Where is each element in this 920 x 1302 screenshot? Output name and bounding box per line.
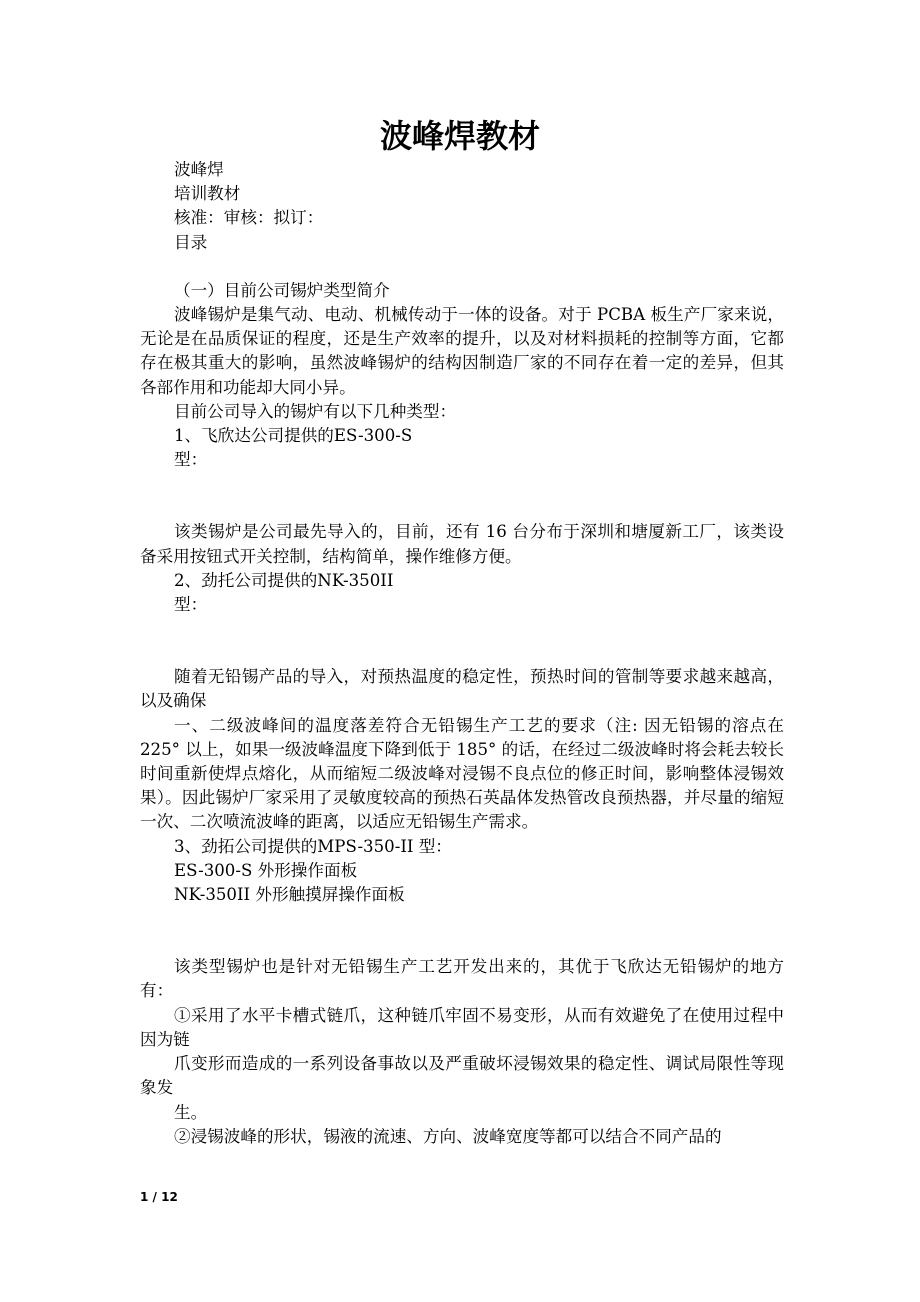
spacer (140, 255, 784, 279)
type2-suffix: 型： (174, 595, 208, 615)
types-intro-line: 目前公司导入的锡炉有以下几种类型： (174, 401, 457, 421)
page-number: 1 / 12 (140, 1190, 178, 1204)
list-item-1a: ①采用了水平卡槽式链爪，这种链爪牢固不易变形，从而有效避免了在使用过程中因为链 (140, 1005, 784, 1049)
panel-caption-es300: ES-300-S 外形操作面板 (174, 860, 358, 880)
spacer (140, 617, 784, 665)
panel-caption-nk350: NK-350II 外形触摸屏操作面板 (174, 885, 405, 905)
spacer (140, 907, 784, 955)
section-heading: （一）目前公司锡炉类型简介 (174, 280, 390, 300)
header-line-approval: 核准：审核：拟订： (174, 208, 324, 228)
paragraph-type2-b: 一、二级波峰间的温度落差符合无铅锡生产工艺的要求（注: 因无铅锡的溶点在 225° 以上，如果一级波峰温度下降到低于 185° 的话，在经过二级波峰时将会耗去较长时间重新使焊点熔化，从而缩短二级波峰对浸锡不良点位的修正时间，影响整体浸锡效果）。因此锡炉厂家采用了灵敏度较高的预热石英晶体发热管改良预热器，并尽量的缩短一次、二次喷流波峰的距离，以适应无铅锡生产需求。 (140, 715, 784, 832)
paragraph-type3: 该类型锡炉也是针对无铅锡生产工艺开发出来的，其优于飞欣达无铅锡炉的地方有： (140, 957, 784, 1001)
document-body (140, 158, 784, 1149)
type2-line: 2、劲托公司提供的NK-350II (174, 570, 394, 590)
paragraph-type2-a: 随着无铅锡产品的导入，对预热温度的稳定性，预热时间的管制等要求越来越高，以及确保 (140, 667, 784, 711)
list-item-1b: 爪变形而造成的一系列设备事故以及严重破坏浸锡效果的稳定性、调试局限性等现象发 (140, 1054, 784, 1098)
header-line-toc: 目录 (174, 232, 208, 252)
type1-line: 1、飞欣达公司提供的ES-300-S (174, 426, 413, 446)
header-line-topic: 波峰焊 (174, 160, 224, 179)
type3-line: 3、劲拓公司提供的MPS-350-II 型： (174, 836, 452, 856)
document-title: 波峰焊教材 (379, 117, 540, 155)
paragraph-type1: 该类锡炉是公司最先导入的，目前，还有 16 台分布于深圳和塘厦新工厂，该类设备采用按钮式开关控制，结构简单，操作维修方便。 (140, 522, 784, 566)
spacer (140, 472, 784, 520)
list-item-2: ②浸锡波峰的形状，锡液的流速、方向、波峰宽度等都可以结合不同产品的 (174, 1126, 722, 1146)
header-line-material: 培训教材 (174, 184, 241, 204)
paragraph-intro: 波峰锡炉是集气动、电动、机械传动于一体的设备。对于 PCBA 板生产厂家来说，无论是在品质保证的程度，还是生产效率的提升，以及对材料损耗的控制等方面，它都存在极其重大的影响，虽然波峰锡炉的结构因制造厂家的不同存在着一定的差异，但其各部作用和功能却大同小异。 (140, 305, 784, 397)
list-item-1c: 生。 (174, 1102, 208, 1122)
type1-suffix: 型： (174, 450, 208, 470)
